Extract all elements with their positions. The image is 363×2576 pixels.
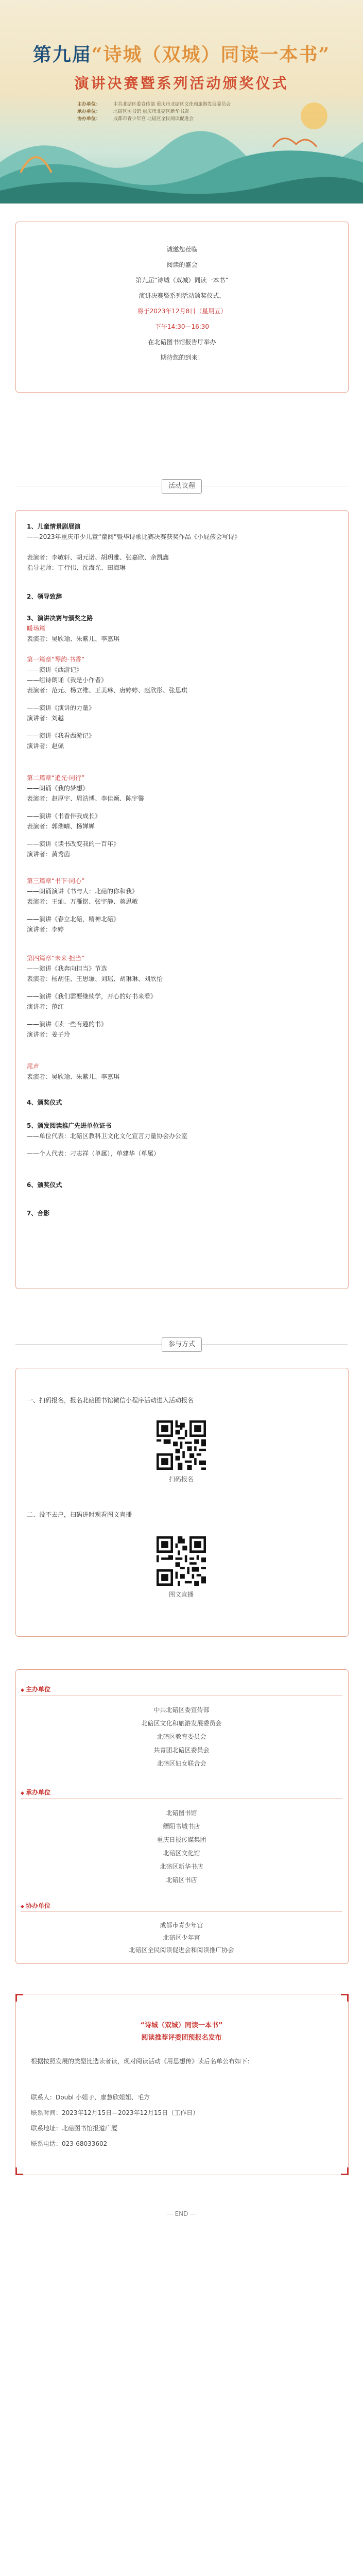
chapter-title: 第三篇章“书下·同心” xyxy=(27,877,85,885)
schedule-line: 演讲者：刘越 xyxy=(27,715,64,722)
qr-caption-live: 图文直播 xyxy=(168,1591,194,1598)
qr-code-live[interactable] xyxy=(157,1536,206,1586)
schedule-item-title: 2、领导致辞 xyxy=(27,593,62,600)
end-marker: — END — xyxy=(166,2210,197,2217)
organizer-org: 北碚区书店 xyxy=(166,1876,197,1884)
spacer xyxy=(27,1141,336,1148)
organizer-org: 北碚区文化馆 xyxy=(163,1850,200,1857)
schedule-item-title: 7、合影 xyxy=(27,1210,50,1217)
invite-line: 在北碚图书馆报告厅举办 xyxy=(148,338,216,346)
schedule-line: 演讲者：姜子玲 xyxy=(27,1031,71,1038)
schedule-item xyxy=(27,1208,336,1218)
spacer xyxy=(27,723,336,731)
schedule-item xyxy=(27,1121,336,1159)
schedule-line: 演讲者：赵佩 xyxy=(27,742,64,750)
schedule-line: ——演讲《我奔向担当》节选 xyxy=(27,965,108,972)
finale-heading: 尾声 xyxy=(27,1063,40,1070)
host-org: 北碚区妇女联合会 xyxy=(157,1760,206,1767)
banner-host-key: 协办单位： xyxy=(77,116,101,122)
schedule-line: ——朗诵《我的梦想》 xyxy=(27,785,89,792)
schedule-line: 表演者：吴欣瑜、朱紫儿、李嘉琪 xyxy=(27,635,120,642)
invite-line: 阅读的盛会 xyxy=(166,261,198,268)
schedule-item-title: 6、颁奖仪式 xyxy=(27,1181,62,1189)
schedule-line: 表演者：杨胡佳、王思谦、刘瑶、胡琳琳、刘欣怡 xyxy=(27,975,163,982)
schedule-line: ——演讲《演讲的力量》 xyxy=(27,704,95,711)
schedule-line: ——个人代表：刁志祥（单属），单建华（单属） xyxy=(27,1150,160,1157)
schedule-line: 演讲者：李婷 xyxy=(27,926,64,933)
banner-host-value: 中共北碚区委宣传部 重庆市北碚区文化和旅游发展委员会 xyxy=(113,102,231,107)
schedule-line: ——朗诵演讲《书与人：北碚的你和我》 xyxy=(27,888,139,895)
section-tag-schedule: 活动议程 xyxy=(162,479,202,494)
host-org: 北碚区文化和旅游发展委员会 xyxy=(141,1720,222,1727)
schedule-line: 指导老师：丁行伟、沈海光、田海琳 xyxy=(27,564,126,571)
schedule-line: ——2023年重庆市少儿童“童阅”暨毕诗歌比赛决赛获奖作品《小屁孩会写诗》 xyxy=(27,533,240,540)
opening-heading: 暖场篇 xyxy=(27,625,46,632)
organizer-heading: ◆ 承办单位 xyxy=(21,1788,50,1797)
chapter-3 xyxy=(27,876,336,935)
schedule-item xyxy=(27,1180,336,1190)
invitation-text xyxy=(16,242,348,365)
corner-decoration xyxy=(341,2167,349,2175)
closing-subtitle: 阅读推荐评委团预报名发布 xyxy=(141,2034,222,2042)
closing-title: “诗城（双城）同读一本书” xyxy=(140,2022,223,2029)
schedule-line: ——演讲《我们需要继续学，开心的好书来看》 xyxy=(27,993,157,1000)
schedule-line: 表演者：吴欣瑜、朱紫儿、李嘉琪 xyxy=(27,1073,120,1080)
chapter-2 xyxy=(27,773,336,859)
schedule-item xyxy=(27,591,336,602)
banner-host-row xyxy=(77,101,293,108)
closing-intro: 根据按照发展的类型比选读者读，现对阅读活动《用思想传》读后名单公布如下： xyxy=(31,2058,254,2065)
invite-line: 诚邀您莅临 xyxy=(166,246,198,253)
host-org: 共青团北碚区委员会 xyxy=(153,1747,210,1754)
banner-host-value: 北碚区图书馆 重庆市北碚区新华书店 xyxy=(113,109,189,114)
banner-hosts xyxy=(77,101,293,123)
banner-title-highlight: “诗城（双城）同读一本书” xyxy=(91,44,331,65)
chapter-1 xyxy=(27,654,336,751)
spacer xyxy=(27,832,336,839)
schedule-line: 演讲者：黄秀茵 xyxy=(27,851,71,858)
banner-host-key: 主办单位： xyxy=(77,102,101,107)
banner-host-value: 成都市青少年宫 北碚区全民阅读促进会 xyxy=(113,116,194,122)
event-banner xyxy=(0,0,363,204)
banner-subtitle: 演讲决赛暨系列活动颁奖仪式 xyxy=(74,75,289,92)
schedule-line: ——演讲《春立北碚，精神北碚》 xyxy=(27,916,120,923)
contact-address: 联系地址：北碚图书馆报道广厦 xyxy=(31,2125,118,2132)
spacer xyxy=(27,907,336,914)
organizer-org: 北碚区新华书店 xyxy=(160,1863,203,1870)
divider xyxy=(21,1911,342,1912)
banner-host-key: 承办单位： xyxy=(77,109,101,114)
qr-code-signup[interactable] xyxy=(157,1420,206,1470)
schedule-item-title: 4、颁奖仪式 xyxy=(27,1099,62,1106)
invite-line: 期待您的到来！ xyxy=(160,354,204,361)
schedule-line: ——演讲《读书改变我的一百年》 xyxy=(27,840,120,848)
banner-host-row xyxy=(77,115,293,123)
host-org: 中共北碚区委宣传部 xyxy=(153,1706,210,1714)
section-tag-participate: 参与方式 xyxy=(162,1337,202,1352)
divider xyxy=(21,1695,342,1696)
schedule-line: ——演讲《西游记》 xyxy=(27,666,83,673)
schedule-line xyxy=(27,542,336,552)
host-org: 北碚区教育委员会 xyxy=(157,1733,206,1740)
banner-title-prefix: 第九届 xyxy=(32,44,92,65)
banner-host-row xyxy=(77,108,293,115)
schedule-line: ——演讲《我看西游记》 xyxy=(27,732,95,739)
spacer xyxy=(27,804,336,811)
co-org: 北碚区少年宫 xyxy=(163,1934,200,1941)
invite-line: 第九届“诗城（双城）同读一本书” xyxy=(135,277,229,284)
schedule-line: ——演讲《书香伴我成长》 xyxy=(27,812,101,820)
finale xyxy=(27,1061,336,1082)
contact-person: 联系人：Doubl 小姐子、廖慧欣姐姐、毛方 xyxy=(31,2094,150,2101)
qr-caption-signup: 扫码报名 xyxy=(168,1476,194,1483)
schedule-line: ——组诗朗诵《我是小作者》 xyxy=(27,676,108,684)
schedule-line: 表演者：郭瑞晴、杨婵婵 xyxy=(27,823,95,830)
organizer-org: 重庆日报传媒集团 xyxy=(157,1836,206,1843)
co-org: 成都市青少年宫 xyxy=(160,1922,203,1929)
invite-date: 将于2023年12月8日（星期五） xyxy=(137,308,227,315)
schedule-item-title: 5、颁发阅读推广先进单位证书 xyxy=(27,1122,112,1129)
organizer-org: 缙阳书城书店 xyxy=(163,1823,200,1830)
schedule-line: ——单位代表：北碚区教科卫文化文化宣言力量协会办公室 xyxy=(27,1132,188,1140)
contact-time: 联系时间：2023年12月15日—2023年12月15日（工作日） xyxy=(31,2109,199,2116)
co-org: 北碚区全民阅读促进会和阅读推广协会 xyxy=(129,1946,234,1954)
schedule-line: 表演者：赵厚宇、周浩博、李佳颖、陈宇馨 xyxy=(27,795,145,802)
schedule-line: 表演者：王灿、万雁铭、张宇静、蒋思敏 xyxy=(27,898,139,905)
banner-title xyxy=(0,40,363,66)
participate-step-2: 二、没不去户，扫码进时观看图文直播 xyxy=(27,1511,132,1518)
divider xyxy=(21,1798,342,1799)
chapter-4 xyxy=(27,953,336,1040)
corner-decoration xyxy=(341,1994,349,2002)
participate-step-1: 一、扫码报名，报名北碚图书馆微信小程序活动进入活动报名 xyxy=(27,1397,194,1404)
schedule-item xyxy=(27,521,336,573)
chapter-title: 第二篇章“追光·同行” xyxy=(27,774,85,782)
schedule-item-title: 1、儿童情景剧展演 xyxy=(27,523,81,530)
schedule-line: 演讲者：范红 xyxy=(27,1003,64,1010)
schedule-line: 表演者：范元、杨立维、王美琳、唐婷婷、赵欣彤、张思琪 xyxy=(27,687,188,694)
spacer xyxy=(27,1012,336,1019)
chapter-title: 第四篇章“未来·担当” xyxy=(27,955,85,962)
organizer-org: 北碚图书馆 xyxy=(166,1809,197,1817)
schedule-line: 表演者：李敏轩、胡元诺、胡玥雅、张嘉欣、余凯鑫 xyxy=(27,554,169,561)
spacer xyxy=(27,696,336,703)
spacer xyxy=(27,984,336,991)
co-organizer-heading: ◆ 协办单位 xyxy=(21,1901,50,1910)
invite-time: 下午14:30—16:30 xyxy=(154,323,210,330)
corner-decoration xyxy=(15,1994,23,2002)
chapter-title: 第一篇章“琴韵·书香” xyxy=(27,656,85,663)
contact-phone: 联系电话：023-68033602 xyxy=(31,2140,108,2147)
host-heading: ◆ 主办单位 xyxy=(21,1685,50,1693)
schedule-item-title: 3、演讲决赛与颁奖之路 xyxy=(27,615,93,622)
invitation-card xyxy=(15,222,349,393)
corner-decoration xyxy=(15,2167,23,2175)
invite-line: 演讲决赛暨系列活动颁奖仪式， xyxy=(139,292,226,299)
schedule-line: ——演讲《读一些有趣的书》 xyxy=(27,1021,108,1028)
schedule-item xyxy=(27,613,336,644)
schedule-item xyxy=(27,1097,336,1108)
